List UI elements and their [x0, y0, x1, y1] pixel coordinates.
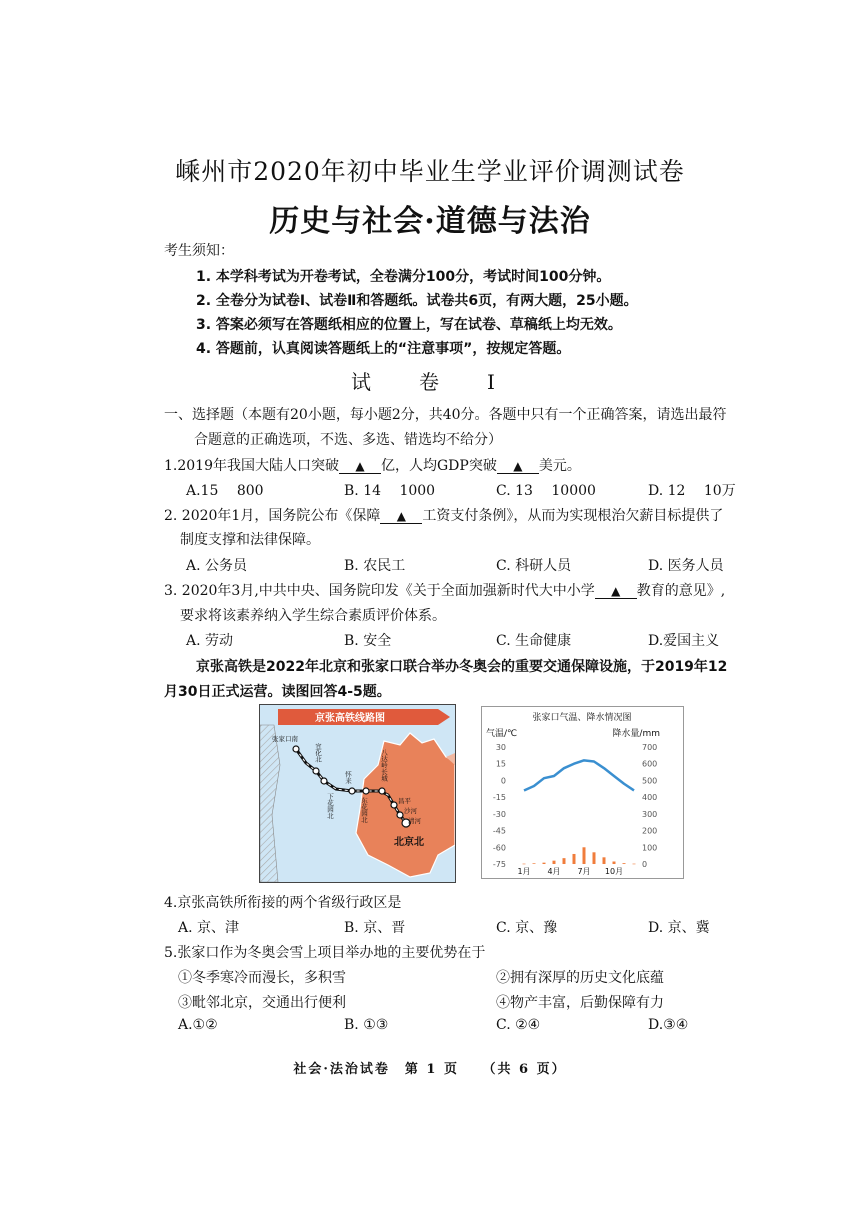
precipitation-bar — [563, 858, 566, 864]
y-right-tick-label: 700 — [642, 743, 658, 752]
page-footer: 社会·法治试卷 第 1 页 （共 6 页） — [293, 1062, 567, 1077]
precipitation-bar — [593, 852, 596, 864]
q1-option-c: C. 13 10000 — [496, 483, 596, 499]
q5-option-a: A.①② — [178, 1017, 218, 1033]
station-label: 清河 — [408, 817, 421, 825]
x-tick-label: 1月 — [517, 867, 531, 876]
exam-title: 嵊州市2020年初中毕业生学业评价调测试卷 — [175, 157, 685, 186]
x-tick-label: 10月 — [604, 867, 624, 876]
q5-option-d: D.③④ — [648, 1017, 689, 1033]
q2-option-a: A. 公务员 — [186, 558, 248, 574]
chart-ylabel-right: 降水量/mm — [612, 729, 660, 739]
station-marker — [397, 812, 403, 818]
question-3-stem: 3. 2020年3月,中共中央、国务院印发《关于全面加强新时代大中小学 ▲ 教育的意见》, — [164, 583, 726, 599]
q1-option-a: A.15 800 — [186, 483, 264, 499]
precipitation-bar — [583, 847, 586, 864]
y-right-tick-label: 400 — [642, 793, 658, 803]
answer-blank: ▲ — [595, 584, 637, 599]
q2-option-c: C. 科研人员 — [496, 558, 572, 574]
answer-blank: ▲ — [380, 509, 422, 524]
temperature-series-line — [524, 760, 634, 790]
x-tick-label: 7月 — [577, 867, 591, 876]
precipitation-bar — [573, 854, 576, 864]
station-label: 八达岭长城 — [380, 749, 388, 782]
precipitation-bar — [553, 861, 556, 864]
q4-option-b: B. 京、晋 — [344, 920, 406, 936]
q4-option-a: A. 京、津 — [178, 920, 240, 936]
y-right-tick-label: 200 — [642, 826, 658, 836]
q1-option-b: B. 14 1000 — [344, 483, 436, 499]
chart-ylabel-left: 气温/℃ — [486, 729, 518, 739]
q5-option-b: B. ①③ — [344, 1017, 389, 1033]
y-left-tick-label: -60 — [492, 843, 506, 853]
station-label: 昌平 — [398, 797, 411, 805]
exam-subtitle: 历史与社会·道德与法治 — [269, 204, 591, 239]
station-label: 东花园北 — [360, 797, 368, 823]
y-left-tick-label: -75 — [492, 860, 506, 869]
station-marker — [379, 788, 385, 794]
y-left-tick-label: -15 — [492, 793, 506, 803]
station-label: 宣化北 — [314, 743, 322, 763]
station-marker — [391, 802, 397, 808]
precipitation-bar — [543, 863, 546, 864]
material-intro: 京张高铁是2022年北京和张家口联合举办冬奥会的重要交通保障设施，于2019年12 — [196, 659, 728, 675]
station-label: 下花园北 — [326, 793, 334, 819]
y-right-tick-label: 0 — [642, 860, 648, 869]
question-1-stem: 1.2019年我国大陆人口突破 ▲ 亿，人均GDP突破 ▲ 美元。 — [164, 458, 581, 474]
y-right-tick-label: 600 — [642, 759, 658, 769]
y-right-tick-label: 500 — [642, 776, 658, 786]
precipitation-bar — [613, 861, 616, 864]
station-label: 张家口南 — [272, 735, 298, 743]
station-label: 沙河 — [404, 807, 417, 815]
material-intro-cont: 月30日正式运营。读图回答4-5题。 — [164, 684, 391, 700]
q4-option-c: C. 京、豫 — [496, 920, 558, 936]
map-title: 京张高铁线路图 — [315, 713, 385, 724]
precipitation-bar — [623, 863, 626, 864]
railway-map — [259, 704, 456, 883]
y-left-tick-label: 15 — [495, 759, 506, 769]
station-marker — [293, 746, 299, 752]
q5-statement-4: ④物产丰富，后勤保障有力 — [496, 995, 664, 1011]
y-right-tick-label: 300 — [642, 809, 658, 819]
station-marker — [349, 788, 355, 794]
q5-statement-2: ②拥有深厚的历史文化底蕴 — [496, 970, 664, 986]
notice-item-1: 1. 本学科考试为开卷考试，全卷满分100分，考试时间100分钟。 — [196, 269, 611, 285]
q5-statement-3: ③毗邻北京，交通出行便利 — [178, 995, 346, 1011]
q5-option-c: C. ②④ — [496, 1017, 541, 1033]
answer-blank: ▲ — [497, 459, 539, 474]
x-tick-label: 4月 — [547, 867, 561, 876]
station-marker — [321, 778, 327, 784]
q2-option-b: B. 农民工 — [344, 558, 406, 574]
notice-item-2: 2. 全卷分为试卷Ⅰ、试卷Ⅱ和答题纸。试卷共6页，有两大题，25小题。 — [196, 293, 638, 309]
chart-title: 张家口气温、降水情况图 — [532, 713, 632, 723]
notice-label: 考生须知： — [164, 243, 234, 259]
question-2-stem: 2. 2020年1月，国务院公布《保障 ▲ 工资支付条例》，从而为实现根治欠薪目标提供了 — [164, 508, 724, 524]
q3-option-a: A. 劳动 — [186, 633, 234, 649]
climate-chart — [481, 706, 684, 879]
part1-heading-cont: 合题意的正确选项，不选、多选、错选均不给分） — [194, 432, 502, 448]
y-right-tick-label: 100 — [642, 843, 658, 853]
q4-option-d: D. 京、冀 — [648, 920, 710, 936]
y-left-tick-label: -30 — [492, 809, 506, 819]
station-label: 怀来 — [344, 771, 352, 784]
precipitation-bar — [523, 864, 526, 865]
precipitation-bar — [533, 863, 536, 864]
precipitation-bar — [633, 864, 636, 865]
q5-statement-1: ①冬季寒冷而漫长，多积雪 — [178, 970, 346, 986]
q3-option-d: D.爱国主义 — [648, 633, 720, 649]
question-5-stem: 5.张家口作为冬奥会雪上项目举办地的主要优势在于 — [164, 945, 486, 961]
q3-option-c: C. 生命健康 — [496, 633, 572, 649]
answer-blank: ▲ — [339, 459, 381, 474]
y-left-tick-label: -45 — [492, 826, 506, 836]
notice-item-3: 3. 答案必须写在答题纸相应的位置上，写在试卷、草稿纸上均无效。 — [196, 317, 622, 333]
question-4-stem: 4.京张高铁所衔接的两个省级行政区是 — [164, 895, 402, 911]
station-marker — [363, 788, 369, 794]
q1-option-d: D. 12 10万 — [648, 483, 736, 499]
y-left-tick-label: 0 — [500, 776, 506, 786]
q2-option-d: D. 医务人员 — [648, 558, 724, 574]
y-left-tick-label: 30 — [495, 743, 506, 752]
question-2-stem-cont: 制度支撑和法律保障。 — [180, 532, 320, 548]
question-3-stem-cont: 要求将该素养纳入学生综合素质评价体系。 — [180, 608, 446, 624]
precipitation-bar — [603, 857, 606, 864]
station-marker — [313, 768, 319, 774]
q3-option-b: B. 安全 — [344, 633, 392, 649]
section-title: 试 卷 Ⅰ — [351, 370, 509, 394]
notice-item-4: 4. 答题前，认真阅读答题纸上的“注意事项”，按规定答题。 — [196, 341, 571, 357]
part1-heading: 一、选择题（本题有20小题，每小题2分，共40分。各题中只有一个正确答案，请选出最符 — [164, 407, 727, 423]
station-label-beijing-north: 北京北 — [394, 837, 424, 848]
